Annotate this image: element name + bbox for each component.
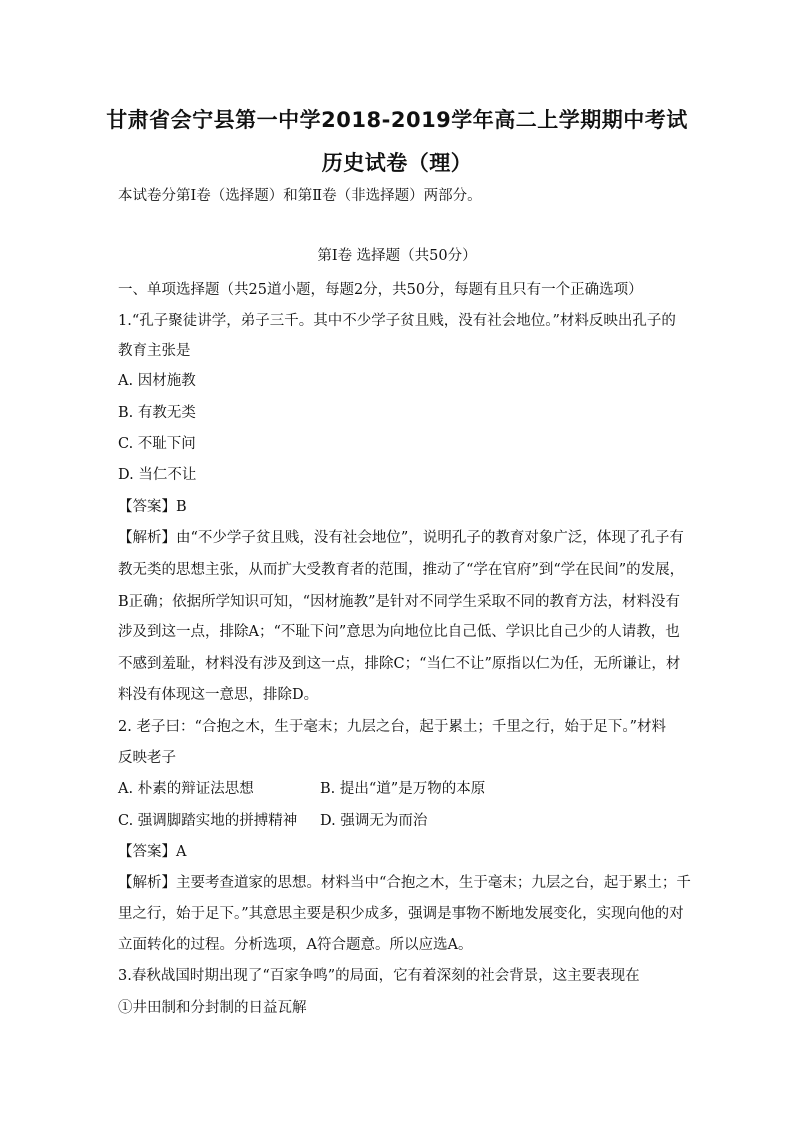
exam-subtitle: 历史试卷（理） xyxy=(321,151,473,175)
analysis-line: 不感到羞耻，材料没有涉及到这一点，排除C；“当仁不让”原指以仁为任，无所谦让，材 xyxy=(118,656,681,672)
answer-line: 【答案】A xyxy=(118,844,187,860)
question-stem-line: 教育主张是 xyxy=(118,343,191,359)
intro-text: 本试卷分第Ⅰ卷（选择题）和第Ⅱ卷（非选择题）两部分。 xyxy=(118,188,482,204)
answer-line: 【答案】B xyxy=(118,499,187,515)
analysis-line: 教无类的思想主张，从而扩大受教育者的范围，推动了“学在官府”到“学在民间”的发展， xyxy=(118,562,685,578)
option-d: D. 强调无为而治 xyxy=(320,813,428,829)
section-title: 第Ⅰ卷 选择题（共50分） xyxy=(317,248,477,264)
analysis-line: 【解析】由“不少学子贫且贱，没有社会地位”，说明孔子的教育对象广泛，体现了孔子有 xyxy=(118,530,684,546)
analysis-line: B正确；依据所学知识可知，“因材施教”是针对不同学生采取不同的教育方法，材料没有 xyxy=(118,594,680,610)
question-stem-line: 1.“孔子聚徒讲学，弟子三千。其中不少学子贫且贱，没有社会地位。”材料反映出孔子的 xyxy=(118,313,676,329)
question-stem-line: 反映老子 xyxy=(118,750,176,766)
analysis-line: 【解析】主要考查道家的思想。材料当中“合抱之木，生于毫末；九层之台，起于累土；千 xyxy=(118,875,691,891)
question-stem-line: 3.春秋战国时期出现了“百家争鸣”的局面，它有着深刻的社会背景，这主要表现在 xyxy=(118,968,640,984)
question-stem-line: 2. 老子曰：“合抱之木，生于毫末；九层之台，起于累土；千里之行，始于足下。”材料 xyxy=(118,719,667,735)
option-c: C. 不耻下问 xyxy=(118,436,196,452)
analysis-line: 立面转化的过程。分析选项，A符合题意。所以应选A。 xyxy=(118,937,473,953)
part-instruction: 一、单项选择题（共25道小题，每题2分，共50分，每题有且只有一个正确选项） xyxy=(118,282,643,298)
option-item-1: ①井田制和分封制的日益瓦解 xyxy=(118,1000,307,1016)
analysis-line: 料没有体现这一意思，排除D。 xyxy=(118,687,319,703)
option-a: A. 朴素的辩证法思想 xyxy=(118,781,254,797)
option-c: C. 强调脚踏实地的拼搏精神 xyxy=(118,813,298,829)
analysis-line: 里之行，始于足下。”其意思主要是积少成多，强调是事物不断地发展变化，实现向他的对 xyxy=(118,906,684,922)
option-a: A. 因材施教 xyxy=(118,373,196,389)
option-b: B. 有教无类 xyxy=(118,405,196,421)
analysis-line: 涉及到这一点，排除A；“不耻下问”意思为向地位比自己低、学识比自己少的人请教，也 xyxy=(118,624,680,640)
exam-title: 甘肃省会宁县第一中学2018-2019学年高二上学期期中考试 xyxy=(106,108,688,132)
option-d: D. 当仁不让 xyxy=(118,467,197,483)
option-b: B. 提出“道”是万物的本原 xyxy=(320,781,486,797)
